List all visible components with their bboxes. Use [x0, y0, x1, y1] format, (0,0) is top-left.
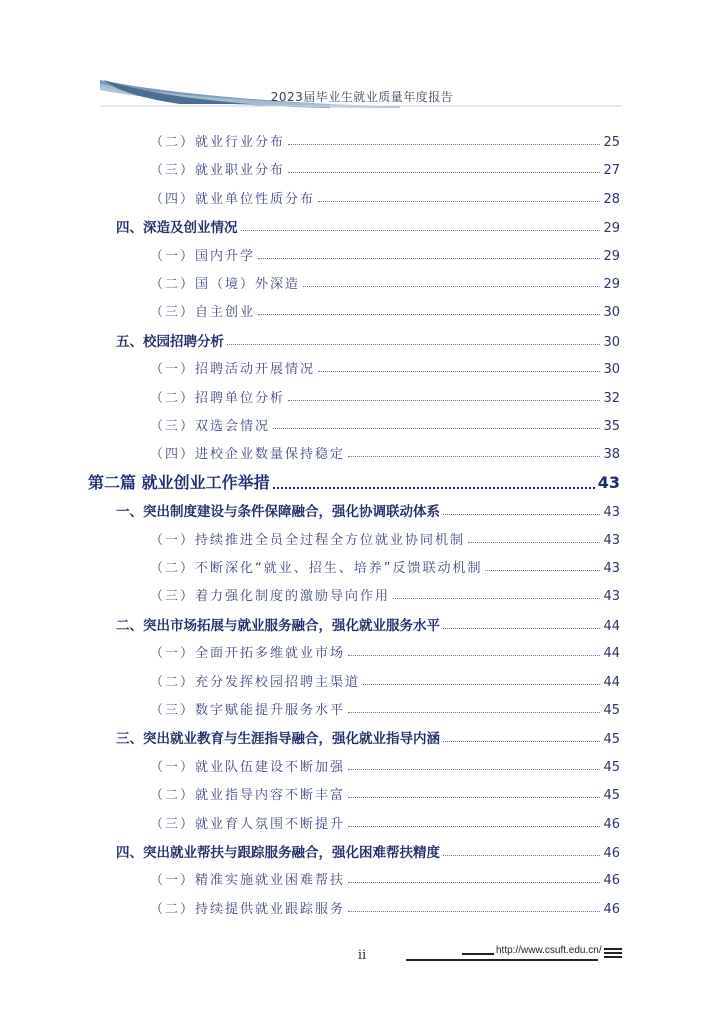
toc-entry[interactable]: [150, 273, 620, 292]
toc-entry[interactable]: [116, 216, 620, 236]
toc-entry-page: 29: [603, 221, 620, 236]
toc-entry-title: （二）不断深化“就业、招生、培养”反馈联动机制: [150, 561, 483, 576]
toc-entry[interactable]: [150, 869, 620, 888]
toc-entry[interactable]: [116, 841, 620, 861]
toc-leader-dots: [443, 855, 600, 856]
toc-leader-dots: [468, 542, 600, 543]
footer-rule: [406, 959, 598, 961]
toc-entry-title: （三）着力强化制度的激励导向作用: [150, 589, 391, 604]
toc-entry-page: 43: [597, 473, 620, 492]
toc-entry[interactable]: [150, 557, 620, 576]
toc-entry-title: （三）就业育人氛围不断提升: [150, 817, 346, 832]
toc-entry[interactable]: [116, 614, 620, 634]
toc-entry[interactable]: [150, 188, 620, 207]
toc-leader-dots: [273, 487, 595, 489]
toc-entry-title: （四）就业单位性质分布: [150, 192, 316, 207]
toc-entry[interactable]: [150, 642, 620, 661]
toc-entry-title: （一）就业队伍建设不断加强: [150, 760, 346, 775]
toc-entry-page: 28: [603, 192, 620, 207]
toc-entry-title: （二）就业指导内容不断丰富: [150, 788, 346, 803]
toc-entry[interactable]: [150, 784, 620, 803]
toc-entry[interactable]: [150, 131, 620, 150]
toc-entry-page: 25: [603, 135, 620, 150]
toc-leader-dots: [318, 371, 600, 372]
toc-leader-dots: [348, 769, 600, 770]
toc-leader-dots: [485, 570, 600, 571]
toc-entry-page: 30: [603, 362, 620, 377]
toc-entry-title: （二）充分发挥校园招聘主渠道: [150, 675, 361, 690]
toc-leader-dots: [348, 826, 600, 827]
toc-leader-dots: [288, 172, 600, 173]
toc-entry-title: 四、深造及创业情况: [116, 220, 238, 236]
toc-entry-page: 27: [603, 163, 620, 178]
toc-leader-dots: [348, 882, 600, 883]
header-title: 2023届毕业生就业质量年度报告: [270, 90, 454, 104]
toc-entry-title: 一、突出制度建设与条件保障融合，强化协调联动体系: [116, 504, 440, 520]
toc-entry-page: 43: [603, 505, 620, 520]
toc-leader-dots: [443, 628, 600, 629]
toc-entry-page: 30: [603, 335, 620, 350]
toc-entry-page: 43: [603, 589, 620, 604]
toc-entry[interactable]: [150, 358, 620, 377]
toc-leader-dots: [258, 314, 600, 315]
toc-entry-page: 43: [603, 561, 620, 576]
toc-entry-page: 45: [603, 703, 620, 718]
toc-leader-dots: [348, 797, 600, 798]
toc-leader-dots: [303, 286, 600, 287]
toc-entry[interactable]: [150, 443, 620, 462]
toc-entry-title: （四）进校企业数量保持稳定: [150, 447, 346, 462]
toc-entry[interactable]: [150, 245, 620, 264]
toc-entry-title: （一）全面开拓多维就业市场: [150, 646, 346, 661]
toc-entry[interactable]: [150, 813, 620, 832]
footer-url-block: [406, 944, 622, 964]
toc-entry-title: （三）双选会情况: [150, 419, 271, 434]
toc-leader-dots: [348, 911, 600, 912]
toc-entry-title: （一）持续推进全员全过程全方位就业协同机制: [150, 533, 466, 548]
toc-entry[interactable]: [150, 699, 620, 718]
toc-leader-dots: [393, 598, 600, 599]
toc-entry[interactable]: [88, 470, 620, 493]
toc-leader-dots: [443, 741, 600, 742]
toc-entry-title: 二、突出市场拓展与就业服务融合，强化就业服务水平: [116, 618, 440, 634]
footer-url: http://www.csuft.edu.cn/: [496, 945, 602, 956]
toc-entry-title: （三）自主创业: [150, 305, 256, 320]
toc-entry-page: 46: [603, 846, 620, 861]
toc-entry-page: 45: [603, 732, 620, 747]
toc-entry-title: （一）精准实施就业困难帮扶: [150, 873, 346, 888]
toc-entry[interactable]: [116, 330, 620, 350]
toc-entry-title: （二）招聘单位分析: [150, 391, 286, 406]
toc-entry-title: 五、校园招聘分析: [116, 334, 224, 350]
toc-leader-dots: [348, 712, 600, 713]
toc-entry-title: （二）就业行业分布: [150, 135, 286, 150]
toc-entry[interactable]: [150, 898, 620, 917]
toc-entry[interactable]: [150, 387, 620, 406]
toc-entry[interactable]: [150, 415, 620, 434]
toc-leader-dots: [288, 144, 600, 145]
toc-entry[interactable]: [150, 756, 620, 775]
toc-entry[interactable]: [150, 159, 620, 178]
toc-leader-dots: [241, 230, 601, 231]
toc-entry-title: （一）国内升学: [150, 249, 256, 264]
toc-entry[interactable]: [150, 529, 620, 548]
toc-entry-page: 30: [603, 305, 620, 320]
page-header: [0, 0, 724, 110]
toc-entry-title: （二）持续提供就业跟踪服务: [150, 902, 346, 917]
toc-entry-title: 四、突出就业帮扶与跟踪服务融合，强化困难帮扶精度: [116, 845, 440, 861]
toc-leader-dots: [288, 400, 600, 401]
toc-entry-page: 43: [603, 533, 620, 548]
toc-entry-page: 38: [603, 447, 620, 462]
toc-leader-dots: [348, 655, 600, 656]
toc-entry-title: 第二篇 就业创业工作举措: [88, 473, 270, 492]
toc-entry-page: 45: [603, 788, 620, 803]
toc-entry[interactable]: [116, 727, 620, 747]
toc-entry-page: 46: [603, 902, 620, 917]
toc-entry-page: 29: [603, 249, 620, 264]
toc-entry[interactable]: [150, 671, 620, 690]
toc-entry-title: （三）就业职业分布: [150, 163, 286, 178]
toc-leader-dots: [318, 201, 600, 202]
toc-entry-page: 44: [603, 619, 620, 634]
toc-entry-page: 35: [603, 419, 620, 434]
toc-leader-dots: [363, 684, 600, 685]
toc-leader-dots: [258, 258, 600, 259]
toc-leader-dots: [443, 514, 600, 515]
toc-entry-title: （一）招聘活动开展情况: [150, 362, 316, 377]
toc-entry[interactable]: [116, 500, 620, 520]
toc-entry-page: 32: [603, 391, 620, 406]
toc-leader-dots: [273, 428, 600, 429]
footer-bars-icon: [604, 948, 622, 960]
page-number: ii: [357, 948, 367, 963]
toc-entry[interactable]: [150, 585, 620, 604]
toc-entry-page: 46: [603, 873, 620, 888]
toc-entry[interactable]: [150, 301, 620, 320]
toc-entry-title: 三、突出就业教育与生涯指导融合，强化就业指导内涵: [116, 731, 440, 747]
toc-entry-page: 46: [603, 817, 620, 832]
toc-entry-page: 29: [603, 277, 620, 292]
toc-leader-dots: [227, 344, 600, 345]
toc-entry-page: 45: [603, 760, 620, 775]
toc-entry-page: 44: [603, 675, 620, 690]
toc-entry-title: （三）数字赋能提升服务水平: [150, 703, 346, 718]
toc-leader-dots: [348, 456, 600, 457]
toc-entry-title: （二）国（境）外深造: [150, 277, 301, 292]
toc-entry-page: 44: [603, 646, 620, 661]
